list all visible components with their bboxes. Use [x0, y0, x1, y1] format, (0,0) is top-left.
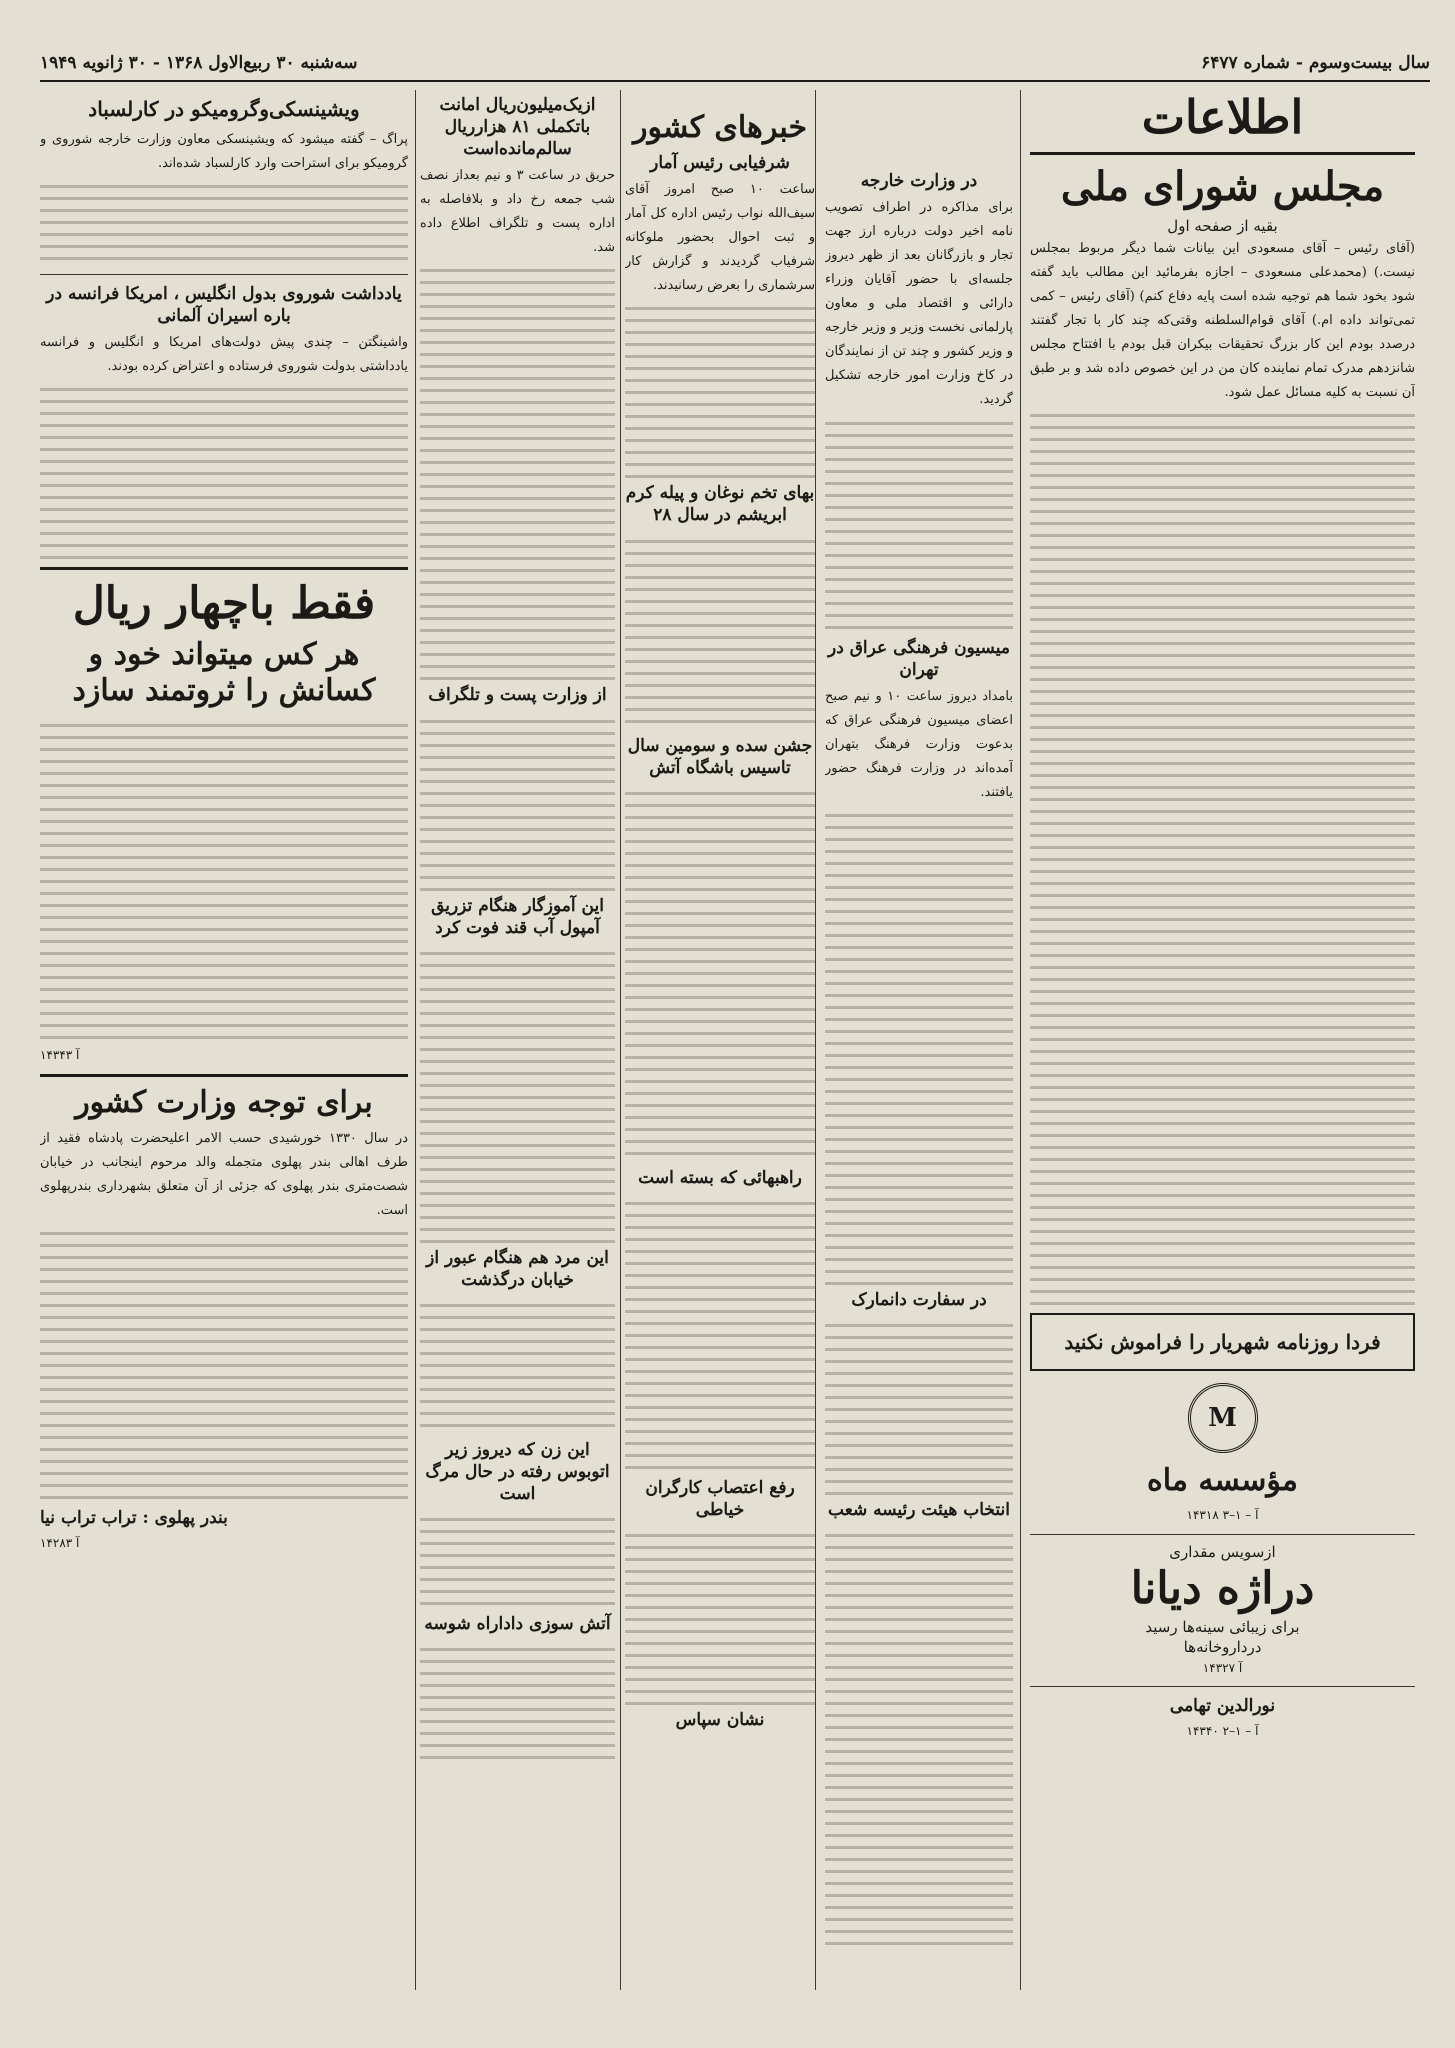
- advert-sub: ازسویس مقداری: [1169, 1542, 1276, 1561]
- advert-code: ۱۴۳۴۰ آ – ۱–۲: [1186, 1724, 1259, 1738]
- column-divider: [1020, 90, 1021, 1990]
- text-lines: [1030, 405, 1415, 1305]
- article-body: در سال ۱۳۳۰ خورشیدی حسب الامر اعلیحضرت پادشاه فقید از طرف اهالی بندر پهلوی متجمله والد مرحوم اینجانب در خیابان شصت‌متری بندر پهلوی که جزئی از آن متعلق بشهرداری بندرپهلوی است.: [40, 1130, 408, 1218]
- text-lines: [420, 1639, 615, 1759]
- text-lines: [825, 1315, 1013, 1495]
- text-lines: [40, 1223, 408, 1503]
- text-lines: [420, 1509, 615, 1609]
- header-rule: [40, 80, 1430, 82]
- text-lines: [625, 1525, 815, 1705]
- advert-block: [1030, 1379, 1415, 1525]
- column-post-office: [420, 90, 615, 1990]
- issue-date: سه‌شنبه ۳۰ ربیع‌الاول ۱۳۶۸ - ۳۰ ژانویه ۱۹۴۹: [40, 53, 358, 73]
- text-lines: [40, 715, 408, 1045]
- article-title: راهبهائی که بسته است: [638, 1167, 802, 1188]
- brand-name: مؤسسه ماه: [1147, 1463, 1298, 1499]
- article-title: این آموزگار هنگام تزریق آمپول آب قند فوت کرد: [431, 895, 604, 938]
- advert-headline: فقط باچهار ریال: [72, 578, 376, 630]
- text-lines: [625, 1193, 815, 1473]
- article-body: ساعت ۱۰ صبح امروز آقای سیف‌الله نواب رئیس اداره کل آمار و ثبت احوال بحضور ملوکانه شرفیاب گردیدند و گزارش کار سرشماری را بعرض رسانیدند.: [625, 182, 815, 294]
- article-title: این زن که دیروز زیر اتوبوس رفته در حال مرگ است: [425, 1439, 610, 1505]
- column-divider: [415, 90, 416, 1990]
- text-lines: [40, 379, 408, 559]
- article-subtitle: بقیه از صفحه اول: [1167, 217, 1278, 235]
- masthead-strip: [40, 48, 1430, 78]
- rule: [1030, 1686, 1415, 1687]
- advert-subheadline: هر کس میتواند خود و کسانش را ثروتمند سازد: [72, 637, 376, 709]
- article-body: واشینگتن – چندی پیش دولت‌های امریکا و انگلیس و فرانسه یادداشتی بدولت شوروی فرستاده و اعتراض کرده بودند.: [40, 335, 408, 375]
- text-lines: [625, 298, 815, 478]
- text-lines: [420, 1295, 615, 1435]
- column-parliament: [1030, 90, 1415, 1990]
- article-title: در سفارت دانمارک: [851, 1289, 987, 1310]
- rule: [40, 274, 408, 275]
- article-title: بهای تخم نوغان و پیله کرم ابریشم در سال ۲۸: [625, 483, 815, 526]
- reminder-text: فردا روزنامه شهریار را فراموش نکنید: [1064, 1330, 1381, 1355]
- text-lines: [420, 260, 615, 680]
- signature: بندر پهلوی : تراب تراب نیا: [40, 1507, 228, 1528]
- newspaper-logo: اطلاعات: [1141, 90, 1304, 144]
- text-lines: [625, 531, 815, 731]
- brand-logo: M: [1188, 1383, 1258, 1453]
- article-title: در وزارت خارجه: [860, 171, 978, 191]
- text-lines: [825, 805, 1013, 1285]
- column-foreign-ministry: [825, 90, 1013, 1990]
- article-title: رفع اعتصاب کارگران خیاطی: [645, 1477, 795, 1520]
- advert-code: ۱۴۳۴۳ آ: [40, 1048, 80, 1063]
- text-lines: [40, 176, 408, 266]
- reminder-box: [1030, 1313, 1415, 1371]
- section-title: خبرهای کشور: [632, 110, 808, 145]
- article-title: شرفیابی رئیس آمار: [650, 153, 790, 173]
- advert-sub: درداروخانه‌ها: [1183, 1637, 1262, 1656]
- advert-code: ۱۴۳۱۸ آ – ۱–۳: [1186, 1508, 1259, 1523]
- text-lines: [625, 783, 815, 1163]
- article-body: حریق در ساعت ۳ و نیم بعداز نصف شب جمعه‌ رخ داد و بلافاصله به اداره پست و تلگراف اطلاع داده شد.: [420, 168, 615, 256]
- advert-title: دراژه دیانا: [1130, 1562, 1315, 1614]
- column-divider: [620, 90, 621, 1990]
- article-body: (آقای رئیس – آقای مسعودی این بیانات شما دیگر مربوط بمجلس نیست.) (محمدعلی مسعودی – اجازه بفرمائید این مطالب باید گفته شود بخود شما هم توجیه شده است پایه دفاع کنم) (آقای رئیس – کمی تمی‌تواند داده ام.) آقای قوام‌السلطنه وقتی‌که چند کار با تجار گفتند درصدد بودم این کار بزرگ تحقیقات بیکران قبل بودم با افتتاح مجلس شانزدهم مدرک تمام نماینده کان من در این خصوص داده شد و بر طبق آن نسبت به کلیه مسائل عمل شود.: [1030, 241, 1415, 401]
- text-block: [1030, 405, 1415, 1305]
- issue-number: سال بیست‌وسوم - شماره ۶۴۷۷: [1201, 53, 1430, 73]
- column-country-news: [625, 90, 815, 1990]
- text-lines: [825, 413, 1013, 633]
- article-title: ازیک‌میلیون‌ریال امانت باتکملی ۸۱ هزارریال سالم‌مانده‌است: [439, 95, 596, 160]
- article-body: برای مذاکره در اطراف تصویب نامه اخیر دولت درباره ارز جهت تجار و بازرگانان بعد از ظهر دیروز جلسه‌ای با حضور آقایان وزراء دارائی و اقتصاد ملی و معاون پارلمانی نخست وزیر و وزیر خارجه و وزیر کشور و چند تن از نمایندگان در کاخ وزارت امور خارجه تشکیل گردید.: [825, 200, 1013, 408]
- article-title: انتخاب هیئت رئیسه شعب: [828, 1500, 1010, 1521]
- article-title: این مرد هم هنگام عبور از خیابان درگذشت: [426, 1247, 609, 1290]
- column-divider: [815, 90, 816, 1990]
- rule: [1030, 1534, 1415, 1535]
- text-lines: [420, 711, 615, 891]
- text-lines: [420, 943, 615, 1243]
- article-title: جشن سده و سومین سال تاسیس باشگاه آتش: [627, 735, 813, 778]
- advert-name: نورالدین تهامی: [1169, 1695, 1276, 1716]
- article-title: برای توجه وزارت کشور: [75, 1084, 373, 1120]
- column-international: [40, 90, 408, 1990]
- article-body: پراگ – گفته میشود که ویشینسکی معاون وزارت خارجه شوروی و گرومیکو برای استراحت وارد کارلسباد شده‌اند.: [40, 132, 408, 172]
- article-title: نشان سپاس: [675, 1709, 765, 1730]
- advert-sub: برای زیبائی سینه‌ها رسید: [1145, 1617, 1300, 1636]
- article-body: بامداد دیروز ساعت ۱۰ و نیم صبح اعضای میسیون فرهنگی عراق که بدعوت وزارت فرهنگ بتهران آمده‌اند در وزارت فرهنگ حضور یافتند.: [825, 688, 1013, 800]
- advert-code: ۱۴۳۲۷ آ: [1202, 1660, 1243, 1675]
- text-lines: [825, 1525, 1013, 1945]
- article-title: یادداشت شوروی بدول انگلیس ، امریکا فرانسه در باره اسیران آلمانی: [46, 284, 402, 327]
- advert-code: ۱۴۲۸۳ آ: [40, 1535, 80, 1550]
- article-title: از وزارت پست و تلگراف: [428, 685, 607, 706]
- article-title: مجلس شورای ملی: [1060, 163, 1385, 210]
- article-title: میسیون فرهنگی عراق در تهران: [828, 637, 1010, 680]
- article-title: ویشینسکی‌وگرومیکو در کارلسباد: [88, 97, 360, 121]
- rule: [40, 1074, 408, 1077]
- rule: [40, 567, 408, 570]
- rule: [1030, 152, 1415, 155]
- article-title: آتش سوزی داداراه شوسه: [424, 1614, 611, 1635]
